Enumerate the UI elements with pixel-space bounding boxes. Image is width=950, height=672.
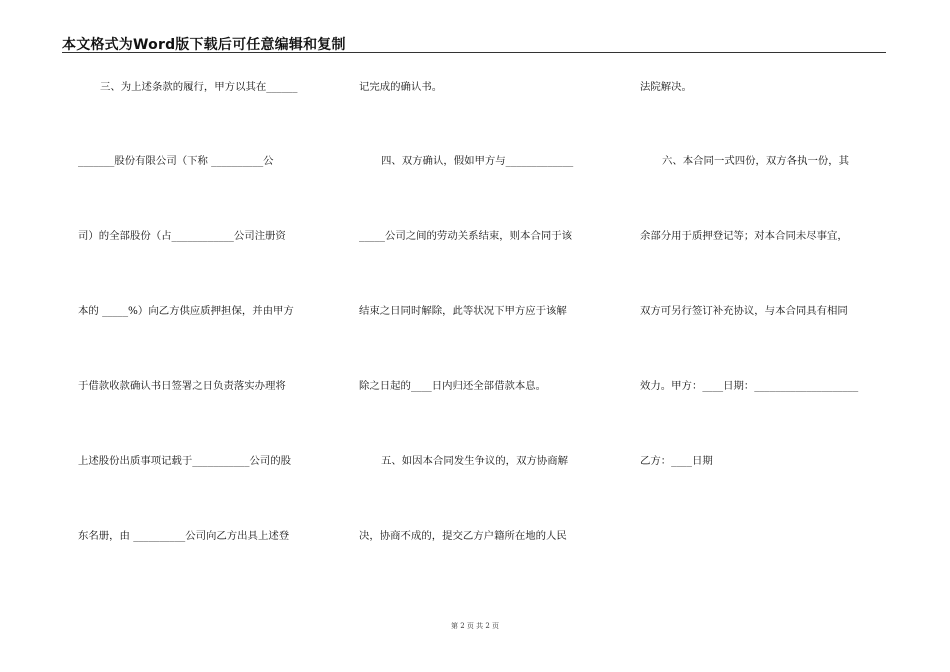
col1-line-7: 东名册，由 __________公司向乙方出具上述登 xyxy=(78,530,290,542)
header-divider xyxy=(62,52,886,53)
col2-line-2: 四、双方确认，假如甲方与_____________ xyxy=(381,155,574,167)
col3-line-1: 法院解决。 xyxy=(640,81,692,93)
col2-line-3: _____公司之间的劳动关系结束，则本合同于该 xyxy=(359,230,573,242)
col2-line-6: 五、如因本合同发生争议的，双方协商解 xyxy=(381,455,569,467)
col2-line-1: 记完成的确认书。 xyxy=(359,81,443,93)
col3-line-4: 双方可另行签订补充协议，与本合同具有相同 xyxy=(640,305,848,317)
document-header-title: 本文格式为Word版下载后可任意编辑和复制 xyxy=(62,37,346,53)
col3-line-6: 乙方：____日期 xyxy=(640,455,713,467)
col1-line-5: 于借款收款确认书日签署之日负责落实办理将 xyxy=(78,380,286,392)
col2-line-7: 决，协商不成的，提交乙方户籍所在地的人民 xyxy=(359,530,567,542)
col1-line-4: 本的 _____%）向乙方供应质押担保，并由甲方 xyxy=(78,305,294,317)
col1-line-2: _______股份有限公司（下称 __________公 xyxy=(78,155,274,167)
col1-line-3: 司）的全部股份（占____________公司注册资 xyxy=(78,230,286,242)
col3-line-2: 六、本合同一式四份，双方各执一份，其 xyxy=(662,155,850,167)
col1-line-1: 三、为上述条款的履行，甲方以其在______ xyxy=(100,81,298,93)
col3-line-3: 余部分用于质押登记等；对本合同未尽事宜， xyxy=(640,230,848,242)
col2-line-5: 除之日起的____日内归还全部借款本息。 xyxy=(359,380,547,392)
page-number: 第 2 页 共 2 页 xyxy=(450,622,500,630)
col1-line-6: 上述股份出质事项记载于___________公司的股 xyxy=(78,455,292,467)
col2-line-4: 结束之日同时解除，此等状况下甲方应于该解 xyxy=(359,305,567,317)
col3-line-5: 效力。甲方：____日期：____________________ xyxy=(640,380,859,392)
